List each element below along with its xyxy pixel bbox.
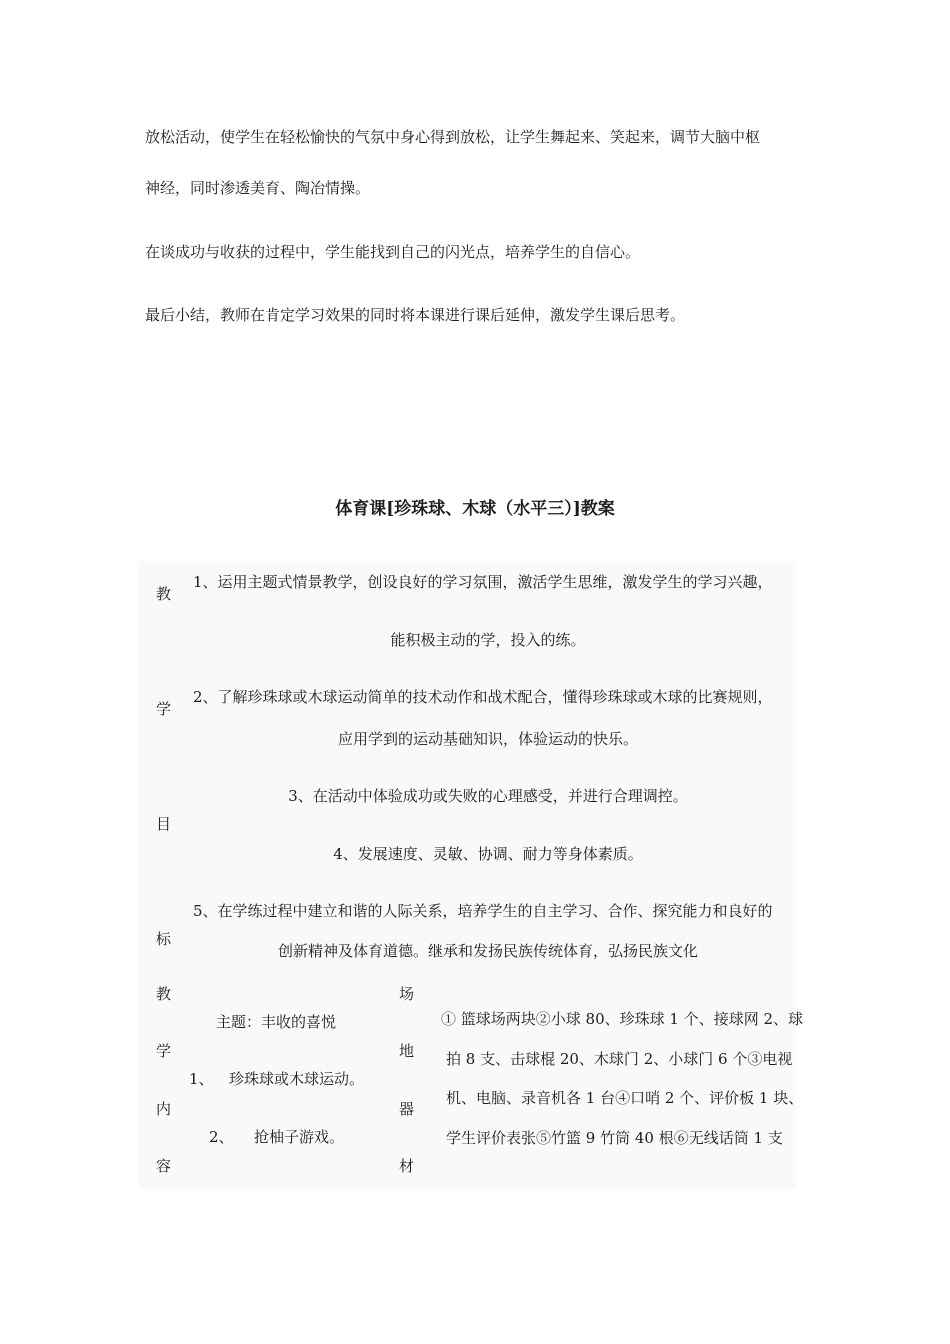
- objectives-label-char: 学: [156, 700, 172, 718]
- content-item-1-number: 1、: [189, 1070, 214, 1088]
- intro-paragraph-2: 在谈成功与收获的过程中，学生能找到自己的闪光点，培养学生的自信心。: [145, 243, 641, 261]
- objective-2-line-2: 应用学到的运动基础知识，体验运动的快乐。: [337, 730, 638, 748]
- equipment-line-3: 机、电脑、录音机各 1 台④口哨 2 个、评价板 1 块、: [446, 1089, 804, 1107]
- objective-3: 3、在活动中体验成功或失败的心理感受，并进行合理调控。: [288, 787, 688, 805]
- equipment-line-4: 学生评价表张⑤竹篮 9 竹筒 40 根⑥无线话筒 1 支: [446, 1129, 783, 1147]
- objectives-label-char: 目: [156, 815, 172, 833]
- content-label-char: 教: [156, 985, 172, 1003]
- content-label-char: 容: [156, 1157, 172, 1175]
- content-item-2-number: 2、: [209, 1128, 234, 1146]
- equipment-label-char: 场: [399, 985, 415, 1003]
- objective-2-line-1: 2、了解珍珠球或木球运动简单的技术动作和战术配合，懂得珍珠球或木球的比赛规则，: [193, 688, 773, 706]
- intro-paragraph-1-line-2: 神经，同时渗透美育、陶冶情操。: [145, 179, 371, 197]
- objective-1-line-1: 1、运用主题式情景教学，创设良好的学习氛围，激活学生思维，激发学生的学习兴趣，: [193, 573, 773, 591]
- equipment-line-2: 拍 8 支、击球棍 20、木球门 2、小球门 6 个③电视: [446, 1050, 793, 1068]
- content-label-char: 内: [156, 1100, 172, 1118]
- content-label-char: 学: [156, 1042, 172, 1060]
- content-item-1-text: 珍珠球或木球运动。: [229, 1070, 365, 1088]
- intro-paragraph-1-line-1: 放松活动，使学生在轻松愉快的气氛中身心得到放松，让学生舞起来、笑起来，调节大脑中枢: [145, 128, 761, 146]
- intro-paragraph-3: 最后小结，教师在肯定学习效果的同时将本课进行课后延伸，激发学生课后思考。: [145, 306, 686, 324]
- content-theme: 主题：丰收的喜悦: [216, 1013, 337, 1031]
- objective-5-line-2: 创新精神及体育道德。继承和发扬民族传统体育，弘扬民族文化: [277, 942, 698, 960]
- objectives-label-char: 标: [156, 930, 172, 948]
- objective-1-line-2: 能积极主动的学，投入的练。: [390, 631, 586, 649]
- equipment-line-1: ① 篮球场两块②小球 80、珍珠球 1 个、接球网 2、球: [441, 1010, 804, 1028]
- objective-4: 4、发展速度、灵敏、协调、耐力等身体素质。: [333, 845, 643, 863]
- equipment-label-char: 材: [399, 1157, 415, 1175]
- objectives-label-char: 教: [156, 585, 172, 603]
- equipment-label-char: 地: [399, 1042, 415, 1060]
- equipment-label-char: 器: [399, 1100, 415, 1118]
- content-item-2-text: 抢柚子游戏。: [254, 1128, 345, 1146]
- objective-5-line-1: 5、在学练过程中建立和谐的人际关系，培养学生的自主学习、合作、探究能力和良好的: [193, 902, 773, 920]
- document-title: 体育课[珍珠球、木球（水平三）]教案: [335, 499, 615, 519]
